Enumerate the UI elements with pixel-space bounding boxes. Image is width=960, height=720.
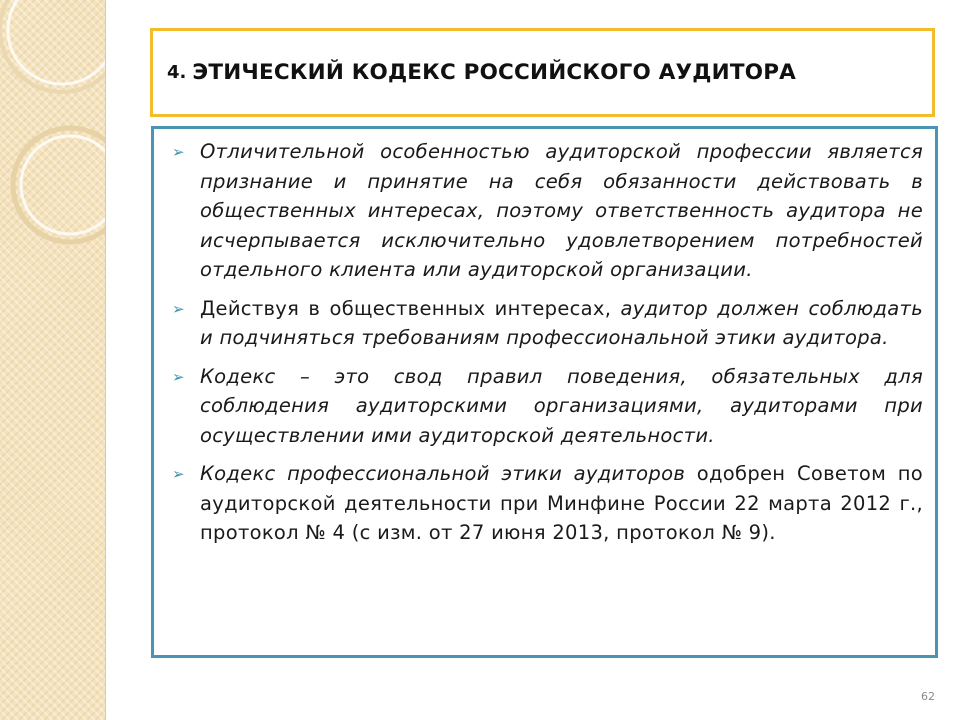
bullet-item: [168, 459, 923, 548]
bullet-lead-text: Действуя в общественных интересах,: [200, 296, 621, 320]
decorative-side-strip: [0, 0, 106, 720]
bullet-lead-text: Кодекс профессиональной этики аудиторов: [200, 462, 686, 485]
decorative-circles: [0, 0, 105, 720]
title-box: [150, 28, 935, 117]
bullet-text: одобрен Советом по аудиторской деятельности при Минфине России 22 марта 2012 г., протокол № 4 (с изм. от 27 июня 2013, протокол № 9).: [200, 462, 923, 544]
bullet-text: Кодекс – это свод правил поведения, обязательных для соблюдения аудиторскими организациями, аудиторами при осуществлении ими аудиторской деятельности.: [200, 364, 923, 447]
slide-title: ЭТИЧЕСКИЙ КОДЕКС РОССИЙСКОГО АУДИТОРА: [192, 60, 796, 85]
arrow-bullet-icon: ➢: [172, 143, 185, 161]
bullet-text: аудитор должен соблюдать и подчиняться требованиям профессиональной этики аудитора.: [200, 296, 923, 349]
bullet-text: Отличительной особенностью аудиторской профессии является признание и принятие на себя обязанности действовать в общественных интересах, поэтому ответственность аудитора не исчерпывается исключительно удовлетворением потребностей отдельного клиента или аудиторской организации.: [200, 140, 923, 281]
title-number: 4.: [167, 62, 187, 83]
page-number: 62: [921, 690, 935, 703]
content-box: [151, 126, 938, 658]
bullet-item: [168, 137, 923, 285]
bullet-item: [168, 294, 923, 353]
arrow-bullet-icon: ➢: [172, 299, 185, 318]
bullet-item: [168, 362, 923, 451]
arrow-bullet-icon: ➢: [172, 465, 185, 483]
arrow-bullet-icon: ➢: [172, 367, 185, 386]
